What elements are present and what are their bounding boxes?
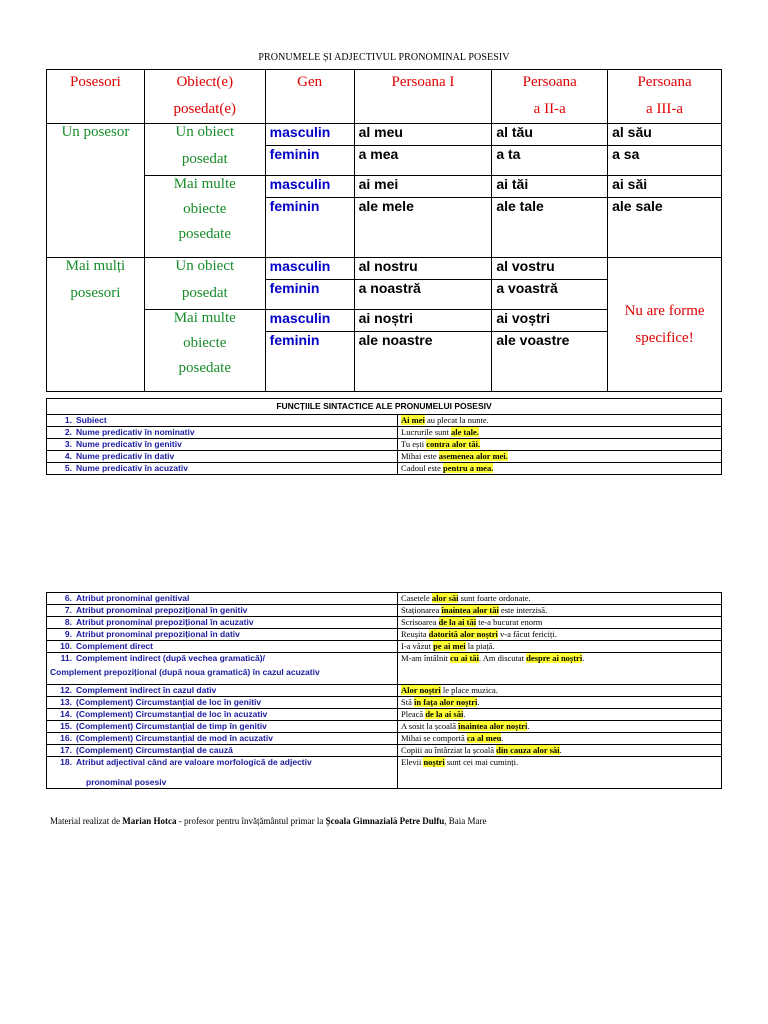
function-name: Complement indirect (după vechea gramatică)/ <box>76 653 265 663</box>
function-number: 17. <box>60 745 72 755</box>
example-cell <box>398 415 722 427</box>
header-persoana-1: Persoana I <box>354 70 492 124</box>
form-cell: ai tăi <box>492 176 608 198</box>
example-cell <box>398 463 722 475</box>
function-name-cell <box>47 697 398 709</box>
highlighted-pronoun: ca al meu <box>466 733 502 743</box>
function-name: Complement direct <box>76 641 153 651</box>
gen-cell: feminin <box>265 332 354 392</box>
example-cell <box>398 605 722 617</box>
form-cell: ale sale <box>608 198 722 258</box>
function-number: 14. <box>60 709 72 719</box>
example-cell <box>398 709 722 721</box>
form-cell: a ta <box>492 146 608 176</box>
function-row <box>47 415 722 427</box>
form-cell: ale mele <box>354 198 492 258</box>
example-cell <box>398 745 722 757</box>
function-name: Nume predicativ în genitiv <box>76 439 182 449</box>
form-cell: a sa <box>608 146 722 176</box>
header-persoana-3: Persoana a III-a <box>608 70 722 124</box>
highlighted-pronoun: ale tale. <box>451 427 479 437</box>
function-row <box>47 451 722 463</box>
example-text: Scrisoarea <box>401 617 439 627</box>
function-number: 12. <box>60 685 72 695</box>
function-name: (Complement) Circumstanțial de timp în genitiv <box>76 721 267 731</box>
function-number: 8. <box>64 617 72 627</box>
function-number: 5. <box>64 463 72 473</box>
mai-multi-posesori-label: Mai mulți posesori <box>47 258 145 392</box>
function-row <box>47 463 722 475</box>
highlighted-pronoun: de la ai tăi <box>438 617 477 627</box>
form-cell: ai voștri <box>492 310 608 332</box>
example-text: . <box>477 697 480 707</box>
highlighted-pronoun: noștri <box>423 757 445 767</box>
function-row <box>47 641 722 653</box>
example-cell <box>398 617 722 629</box>
example-text: Mihai se comportă <box>401 733 467 743</box>
example-cell <box>398 685 722 697</box>
functions-table-part2 <box>46 592 722 789</box>
function-number: 1. <box>64 415 72 425</box>
example-text: Stă <box>401 697 414 707</box>
function-row <box>47 685 722 697</box>
example-text: le place muzica. <box>440 685 498 695</box>
function-name-cell <box>47 463 398 475</box>
form-cell: al tău <box>492 124 608 146</box>
example-text: A sosit la școală <box>401 721 459 731</box>
example-text: te-a bucurat enorm <box>476 617 543 627</box>
function-name: Complement indirect în cazul dativ <box>76 685 217 695</box>
example-text: Pleacă <box>401 709 426 719</box>
function-number: 4. <box>64 451 72 461</box>
function-name-cell <box>47 709 398 721</box>
example-text: Cadoul este <box>401 463 444 473</box>
possessive-pronoun-table <box>46 69 722 392</box>
form-cell: al nostru <box>354 258 492 280</box>
example-text: sunt cei mai cuminți. <box>444 757 519 767</box>
function-name: Atribut pronominal genitival <box>76 593 190 603</box>
function-name-cell <box>47 605 398 617</box>
highlighted-pronoun: de la ai săi <box>425 709 464 719</box>
gen-cell: masculin <box>265 124 354 146</box>
example-text: v-a făcut fericiți. <box>497 629 557 639</box>
function-name-cell <box>47 757 398 789</box>
function-row <box>47 757 722 789</box>
example-text: Mihai este <box>401 451 439 461</box>
highlighted-pronoun: datorită alor noștri <box>428 629 498 639</box>
gen-cell: masculin <box>265 310 354 332</box>
example-text: . <box>463 709 466 719</box>
function-name: (Complement) Circumstanțial de mod în acuzativ <box>76 733 273 743</box>
example-text: Casetele <box>401 593 432 603</box>
function-number: 16. <box>60 733 72 743</box>
functions-title: FUNCȚIILE SINTACTICE ALE PRONUMELUI POSESIV <box>47 399 722 415</box>
function-name-cell <box>47 629 398 641</box>
form-cell: ale voastre <box>492 332 608 392</box>
functions-table-part1 <box>46 398 722 475</box>
function-name: Atribut pronominal prepozițional în dativ <box>76 629 240 639</box>
function-number: 18. <box>60 757 72 767</box>
example-text: Elevii <box>401 757 424 767</box>
example-text: este interzisă. <box>498 605 548 615</box>
function-name-cell <box>47 451 398 463</box>
form-cell: ai săi <box>608 176 722 198</box>
example-text: . <box>559 745 562 755</box>
function-name-cell <box>47 427 398 439</box>
function-name-cell <box>47 415 398 427</box>
example-text: sunt foarte ordonate. <box>458 593 531 603</box>
function-name-cell <box>47 745 398 757</box>
function-name-continued: pronominal posesiv <box>86 777 167 787</box>
function-name-cell <box>47 641 398 653</box>
example-text: M-am întâlnit <box>401 653 451 663</box>
function-row <box>47 593 722 605</box>
example-cell <box>398 653 722 685</box>
form-cell: ai noștri <box>354 310 492 332</box>
function-name-cell <box>47 721 398 733</box>
function-row <box>47 697 722 709</box>
function-row <box>47 745 722 757</box>
function-name: Atribut pronominal prepozițional în genitiv <box>76 605 248 615</box>
highlighted-pronoun: contra alor tăi. <box>426 439 481 449</box>
function-name-cell <box>47 733 398 745</box>
function-name-cell <box>47 439 398 451</box>
highlighted-pronoun: despre ai noștri <box>526 653 583 663</box>
function-number: 2. <box>64 427 72 437</box>
function-row <box>47 617 722 629</box>
example-cell <box>398 641 722 653</box>
form-cell: al meu <box>354 124 492 146</box>
function-name: Atribut pronominal prepozițional în acuzativ <box>76 617 254 627</box>
example-text: . <box>501 733 504 743</box>
header-posesori: Posesori <box>47 70 145 124</box>
example-cell <box>398 629 722 641</box>
example-cell <box>398 439 722 451</box>
function-name: Subiect <box>76 415 107 425</box>
form-cell: al său <box>608 124 722 146</box>
function-name-continued: Complement prepozițional (după noua gramatică) în cazul acuzativ <box>50 667 320 677</box>
function-row <box>47 709 722 721</box>
function-name: (Complement) Circumstanțial de loc în acuzativ <box>76 709 268 719</box>
function-name: (Complement) Circumstanțial de loc în genitiv <box>76 697 262 707</box>
example-cell <box>398 427 722 439</box>
form-cell: ai mei <box>354 176 492 198</box>
function-name: Nume predicativ în dativ <box>76 451 175 461</box>
gen-cell: feminin <box>265 198 354 258</box>
function-name: Nume predicativ în nominativ <box>76 427 195 437</box>
form-cell: ale tale <box>492 198 608 258</box>
highlighted-pronoun: în fața alor noștri <box>414 697 478 707</box>
function-number: 9. <box>64 629 72 639</box>
highlighted-pronoun: pentru a mea. <box>443 463 494 473</box>
function-row <box>47 629 722 641</box>
nu-are-forme-cell: Nu are forme specifice! <box>608 258 722 392</box>
footer-credit: Material realizat de Marian Hotca - profesor pentru învățământul primar la Școala Gimnazială Petre Dulfu, Baia Mare <box>50 816 487 826</box>
function-row <box>47 721 722 733</box>
form-cell: a noastră <box>354 280 492 310</box>
example-text: Lucrurile sunt <box>401 427 452 437</box>
highlighted-pronoun: înaintea alor noștri <box>458 721 528 731</box>
highlighted-pronoun: cu ai tăi <box>450 653 479 663</box>
function-row <box>47 427 722 439</box>
header-gen: Gen <box>265 70 354 124</box>
function-name-cell <box>47 617 398 629</box>
function-number: 3. <box>64 439 72 449</box>
highlighted-pronoun: din cauza alor săi <box>496 745 560 755</box>
gen-cell: masculin <box>265 176 354 198</box>
function-number: 11. <box>60 653 72 663</box>
example-cell <box>398 697 722 709</box>
document-title: PRONUMELE ȘI ADJECTIVUL PRONOMINAL POSESIV <box>258 52 510 63</box>
gen-cell: feminin <box>265 146 354 176</box>
function-row <box>47 605 722 617</box>
example-text: Reușita <box>401 629 429 639</box>
example-cell <box>398 593 722 605</box>
function-name: Nume predicativ în acuzativ <box>76 463 188 473</box>
function-name-cell <box>47 685 398 697</box>
function-number: 15. <box>60 721 72 731</box>
example-text: I-a văzut <box>401 641 434 651</box>
example-text: la piață. <box>465 641 495 651</box>
header-persoana-2: Persoana a II-a <box>492 70 608 124</box>
function-number: 7. <box>64 605 72 615</box>
example-text: Tu ești <box>401 439 427 449</box>
highlighted-pronoun: Alor noștri <box>401 685 441 695</box>
function-name-cell <box>47 653 398 685</box>
function-name: (Complement) Circumstanțial de cauză <box>76 745 233 755</box>
form-cell: ale noastre <box>354 332 492 392</box>
function-row <box>47 733 722 745</box>
gen-cell: masculin <box>265 258 354 280</box>
example-text: au plecat la nunte. <box>424 415 489 425</box>
header-obiect: Obiect(e) posedat(e) <box>144 70 265 124</box>
function-row <box>47 439 722 451</box>
mai-multe-obiecte-cell: Mai multe obiecte posedate <box>144 176 265 258</box>
function-name-cell <box>47 593 398 605</box>
example-cell <box>398 721 722 733</box>
highlighted-pronoun: pe ai mei <box>433 641 466 651</box>
highlighted-pronoun: Ai mei <box>401 415 425 425</box>
un-obiect-cell: Un obiect posedat <box>144 124 265 176</box>
gen-cell: feminin <box>265 280 354 310</box>
form-cell: al vostru <box>492 258 608 280</box>
example-cell <box>398 733 722 745</box>
example-cell <box>398 451 722 463</box>
highlighted-pronoun: asemenea alor mei. <box>438 451 508 461</box>
un-obiect-cell: Un obiect posedat <box>144 258 265 310</box>
example-text: . Am discutat <box>478 653 527 663</box>
function-name: Atribut adjectival când are valoare morfologică de adjectiv <box>76 757 312 767</box>
form-cell: a voastră <box>492 280 608 310</box>
function-row <box>47 653 722 685</box>
highlighted-pronoun: înaintea alor tăi <box>441 605 499 615</box>
example-text: Staționarea <box>401 605 442 615</box>
function-number: 13. <box>60 697 72 707</box>
example-text: Copiii au întârziat la școală <box>401 745 497 755</box>
example-text: . <box>582 653 585 663</box>
example-text: . <box>527 721 530 731</box>
function-number: 10. <box>60 641 72 651</box>
mai-multe-obiecte-cell: Mai multe obiecte posedate <box>144 310 265 392</box>
form-cell: a mea <box>354 146 492 176</box>
example-cell <box>398 757 722 789</box>
un-posesor-label: Un posesor <box>47 124 145 258</box>
highlighted-pronoun: alor săi <box>431 593 459 603</box>
function-number: 6. <box>64 593 72 603</box>
